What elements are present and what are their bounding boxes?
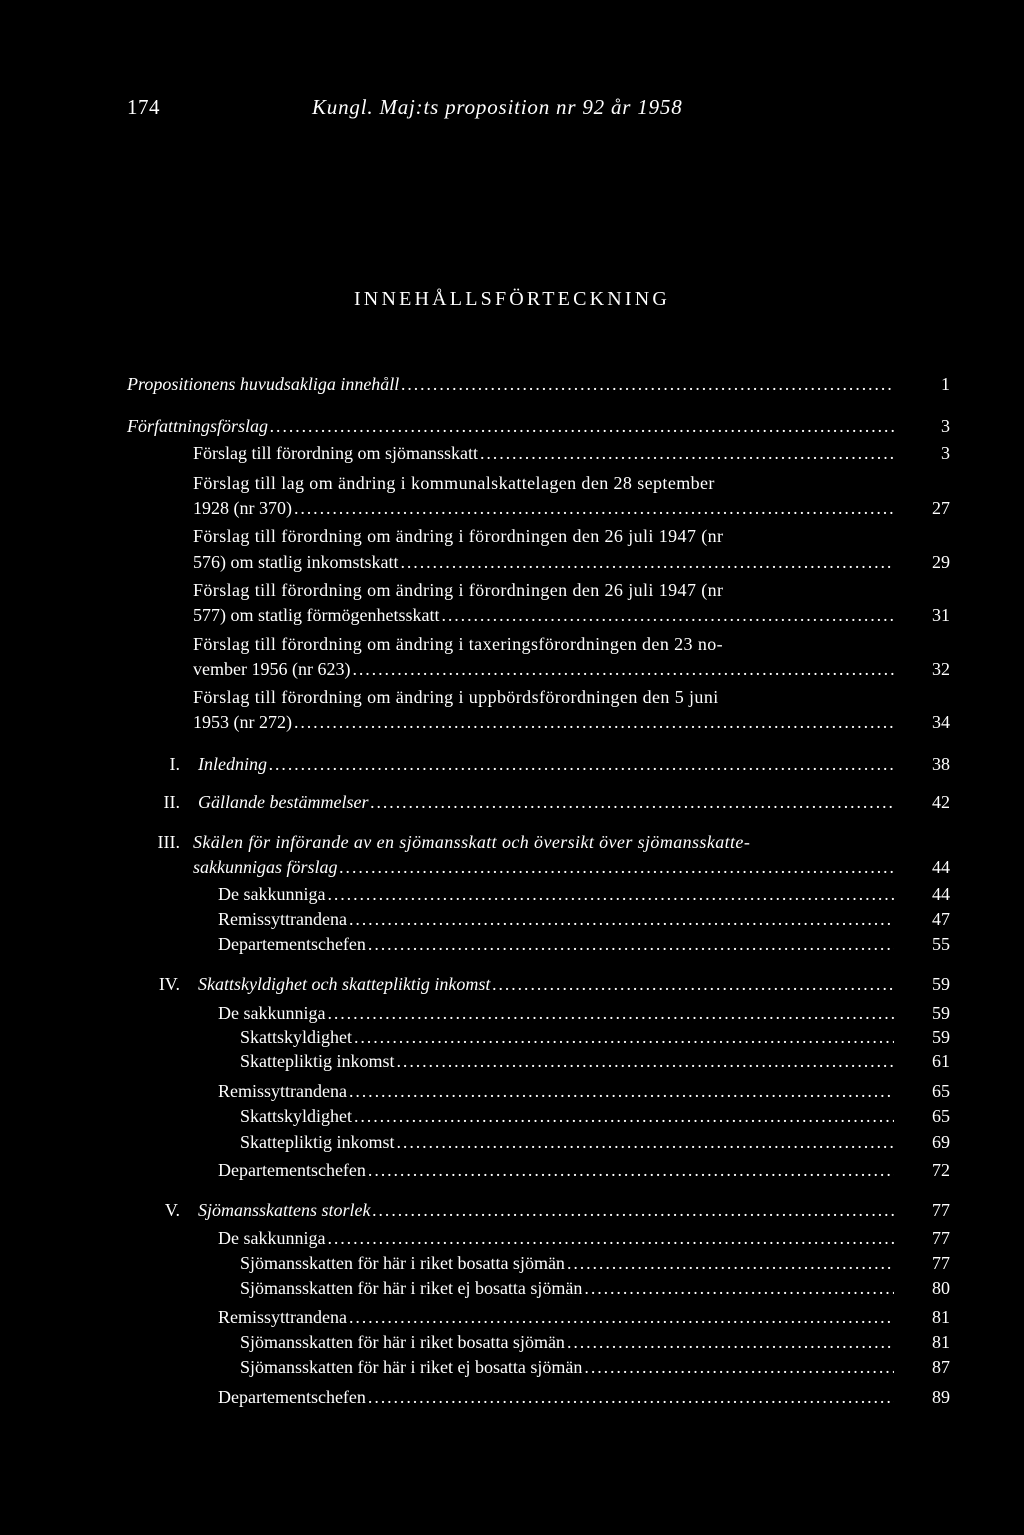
toc-page-number: 59 xyxy=(932,1003,950,1023)
toc-entry-label: Sjömansskatten för här i riket bosatta sjömän xyxy=(240,1332,565,1352)
toc-entry-label: 576) om statlig inkomstskatt xyxy=(193,552,399,572)
dot-leader xyxy=(370,790,894,814)
toc-entry[interactable] xyxy=(198,972,900,996)
toc-page-number: 3 xyxy=(941,443,950,463)
toc-entry-label: De sakkunniga xyxy=(218,884,326,904)
toc-page-number: 59 xyxy=(932,1027,950,1047)
toc-page-number: 34 xyxy=(932,712,950,732)
toc-entry[interactable] xyxy=(193,441,900,465)
dot-leader xyxy=(349,1079,894,1103)
dot-leader xyxy=(294,710,894,734)
toc-entry[interactable] xyxy=(240,1025,900,1049)
toc-entry[interactable] xyxy=(218,1001,900,1025)
toc-entry-label: Förslag till förordning om ändring i uppbördsförordningen den 5 juni xyxy=(193,687,719,707)
toc-entry[interactable] xyxy=(240,1251,900,1275)
toc-page-number: 69 xyxy=(932,1132,950,1152)
toc-entry[interactable] xyxy=(198,790,900,814)
dot-leader xyxy=(584,1355,894,1379)
dot-leader xyxy=(492,972,894,996)
toc-page-number: 81 xyxy=(932,1332,950,1352)
toc-page-number: 47 xyxy=(932,909,950,929)
toc-entry-label: Propositionens huvudsakliga innehåll xyxy=(127,374,400,394)
toc-entry-label: Sjömansskattens storlek xyxy=(198,1200,371,1220)
toc-entry[interactable] xyxy=(240,1104,900,1128)
dot-leader xyxy=(397,1049,894,1073)
toc-page-number: 89 xyxy=(932,1387,950,1407)
toc-entry[interactable] xyxy=(193,657,900,681)
toc-entry[interactable] xyxy=(198,752,900,776)
toc-page-number: 77 xyxy=(932,1200,950,1220)
toc-entry[interactable] xyxy=(193,710,900,734)
toc-entry[interactable] xyxy=(193,496,900,520)
toc-page-number: 61 xyxy=(932,1051,950,1071)
toc-page-number: 65 xyxy=(932,1081,950,1101)
running-header: Kungl. Maj:ts proposition nr 92 år 1958 xyxy=(312,95,683,119)
toc-page-number: 29 xyxy=(932,552,950,572)
toc-page-number: 31 xyxy=(932,605,950,625)
toc-entry-label: 1953 (nr 272) xyxy=(193,712,292,732)
toc-page-number: 42 xyxy=(932,792,950,812)
toc-entry-label: Sjömansskatten för här i riket ej bosatta sjömän xyxy=(240,1357,583,1377)
toc-page-number: 44 xyxy=(932,857,950,877)
toc-entry-line xyxy=(193,632,900,656)
toc-entry[interactable] xyxy=(218,932,900,956)
toc-page-number: 80 xyxy=(932,1278,950,1298)
toc-entry-label: Förslag till förordning om sjömansskatt xyxy=(193,443,478,463)
toc-entry-label: Remissyttrandena xyxy=(218,1307,347,1327)
toc-entry-label: Departementschefen xyxy=(218,1387,366,1407)
toc-entry-label: Departementschefen xyxy=(218,1160,366,1180)
toc-entry-label: 577) om statlig förmögenhetsskatt xyxy=(193,605,440,625)
toc-entry[interactable] xyxy=(198,1198,900,1222)
toc-page-number: 65 xyxy=(932,1106,950,1126)
toc-entry[interactable] xyxy=(193,855,900,879)
dot-leader xyxy=(567,1330,894,1354)
toc-page-number: 77 xyxy=(932,1228,950,1248)
toc-entry-line xyxy=(193,524,900,548)
toc-page-number: 1 xyxy=(941,374,950,394)
dot-leader xyxy=(327,1001,894,1025)
toc-entry-line xyxy=(193,830,953,854)
toc-page-number: 77 xyxy=(932,1253,950,1273)
toc-page-number: 44 xyxy=(932,884,950,904)
toc-entry-label: vember 1956 (nr 623) xyxy=(193,659,351,679)
dot-leader xyxy=(269,752,894,776)
toc-entry-label: Förslag till lag om ändring i kommunalskattelagen den 28 september xyxy=(193,473,715,493)
toc-entry[interactable] xyxy=(218,882,900,906)
section-number: I. xyxy=(169,754,180,774)
dot-leader xyxy=(368,932,894,956)
dot-leader xyxy=(327,882,894,906)
toc-page-number: 59 xyxy=(932,974,950,994)
toc-entry[interactable] xyxy=(218,1079,900,1103)
dot-leader xyxy=(373,1198,895,1222)
toc-entry[interactable] xyxy=(218,1158,900,1182)
toc-entry[interactable] xyxy=(218,907,900,931)
toc-entry[interactable] xyxy=(127,372,900,396)
toc-entry-label: Förslag till förordning om ändring i förordningen den 26 juli 1947 (nr xyxy=(193,526,724,546)
toc-entry[interactable] xyxy=(218,1226,900,1250)
toc-entry-label: Sjömansskatten för här i riket ej bosatta sjömän xyxy=(240,1278,583,1298)
dot-leader xyxy=(397,1130,894,1154)
toc-entry-label: Skattskyldighet xyxy=(240,1106,352,1126)
toc-heading: INNEHÅLLSFÖRTECKNING xyxy=(353,288,671,310)
section-number: V. xyxy=(164,1200,180,1220)
section-number: III. xyxy=(157,832,180,852)
toc-page-number: 87 xyxy=(932,1357,950,1377)
toc-entry-label: Departementschefen xyxy=(218,934,366,954)
dot-leader xyxy=(584,1276,894,1300)
dot-leader xyxy=(441,603,894,627)
dot-leader xyxy=(354,1025,894,1049)
dot-leader xyxy=(294,496,894,520)
toc-entry-label: Skattskyldighet och skattepliktig inkomst xyxy=(198,974,491,994)
toc-entry-label: Remissyttrandena xyxy=(218,1081,347,1101)
section-number: II. xyxy=(163,792,180,812)
toc-page-number: 72 xyxy=(932,1160,950,1180)
toc-entry[interactable] xyxy=(240,1049,900,1073)
toc-page-number: 55 xyxy=(932,934,950,954)
toc-entry[interactable] xyxy=(218,1305,900,1329)
toc-entry-label: Gällande bestämmelser xyxy=(198,792,369,812)
toc-entry-label: Förslag till förordning om ändring i taxeringsförordningen den 23 no- xyxy=(193,634,724,654)
section-number: IV. xyxy=(158,974,180,994)
toc-entry[interactable] xyxy=(218,1385,900,1409)
toc-page-number: 32 xyxy=(932,659,950,679)
dot-leader xyxy=(352,657,894,681)
dot-leader xyxy=(354,1104,894,1128)
dot-leader xyxy=(368,1385,894,1409)
toc-entry[interactable] xyxy=(240,1355,900,1379)
toc-entry-label: Inledning xyxy=(198,754,267,774)
page-number: 174 xyxy=(127,95,160,119)
toc-page-number: 27 xyxy=(932,498,950,518)
dot-leader xyxy=(401,372,894,396)
dot-leader xyxy=(270,414,894,438)
toc-entry-label: Sjömansskatten för här i riket bosatta sjömän xyxy=(240,1253,565,1273)
dot-leader xyxy=(480,441,894,465)
toc-entry[interactable] xyxy=(240,1330,900,1354)
dot-leader xyxy=(340,855,894,879)
toc-page-number: 38 xyxy=(932,754,950,774)
dot-leader xyxy=(567,1251,894,1275)
toc-entry-label: Förslag till förordning om ändring i förordningen den 26 juli 1947 (nr xyxy=(193,580,724,600)
toc-entry[interactable] xyxy=(193,603,900,627)
toc-entry[interactable] xyxy=(240,1130,900,1154)
toc-entry-label: De sakkunniga xyxy=(218,1003,326,1023)
toc-entry[interactable] xyxy=(127,414,900,438)
toc-entry-label: Skattskyldighet xyxy=(240,1027,352,1047)
toc-entry-label: Skattepliktig inkomst xyxy=(240,1132,395,1152)
toc-entry-label: De sakkunniga xyxy=(218,1228,326,1248)
toc-entry-line xyxy=(193,685,900,709)
toc-entry-label: Författningsförslag xyxy=(127,416,269,436)
dot-leader xyxy=(368,1158,894,1182)
toc-entry-label: sakkunnigas förslag xyxy=(193,857,338,877)
toc-entry[interactable] xyxy=(240,1276,900,1300)
toc-entry-label: Remissyttrandena xyxy=(218,909,347,929)
toc-page-number: 3 xyxy=(941,416,950,436)
dot-leader xyxy=(327,1226,894,1250)
toc-page-number: 81 xyxy=(932,1307,950,1327)
dot-leader xyxy=(349,1305,894,1329)
toc-entry-line xyxy=(193,578,900,602)
toc-entry-label: Skattepliktig inkomst xyxy=(240,1051,395,1071)
toc-entry[interactable] xyxy=(193,550,900,574)
dot-leader xyxy=(401,550,895,574)
toc-entry-line xyxy=(193,471,900,495)
toc-entry-label: Skälen för införande av en sjömansskatt och översikt över sjömansskatte- xyxy=(193,832,751,852)
dot-leader xyxy=(349,907,894,931)
toc-entry-label: 1928 (nr 370) xyxy=(193,498,292,518)
